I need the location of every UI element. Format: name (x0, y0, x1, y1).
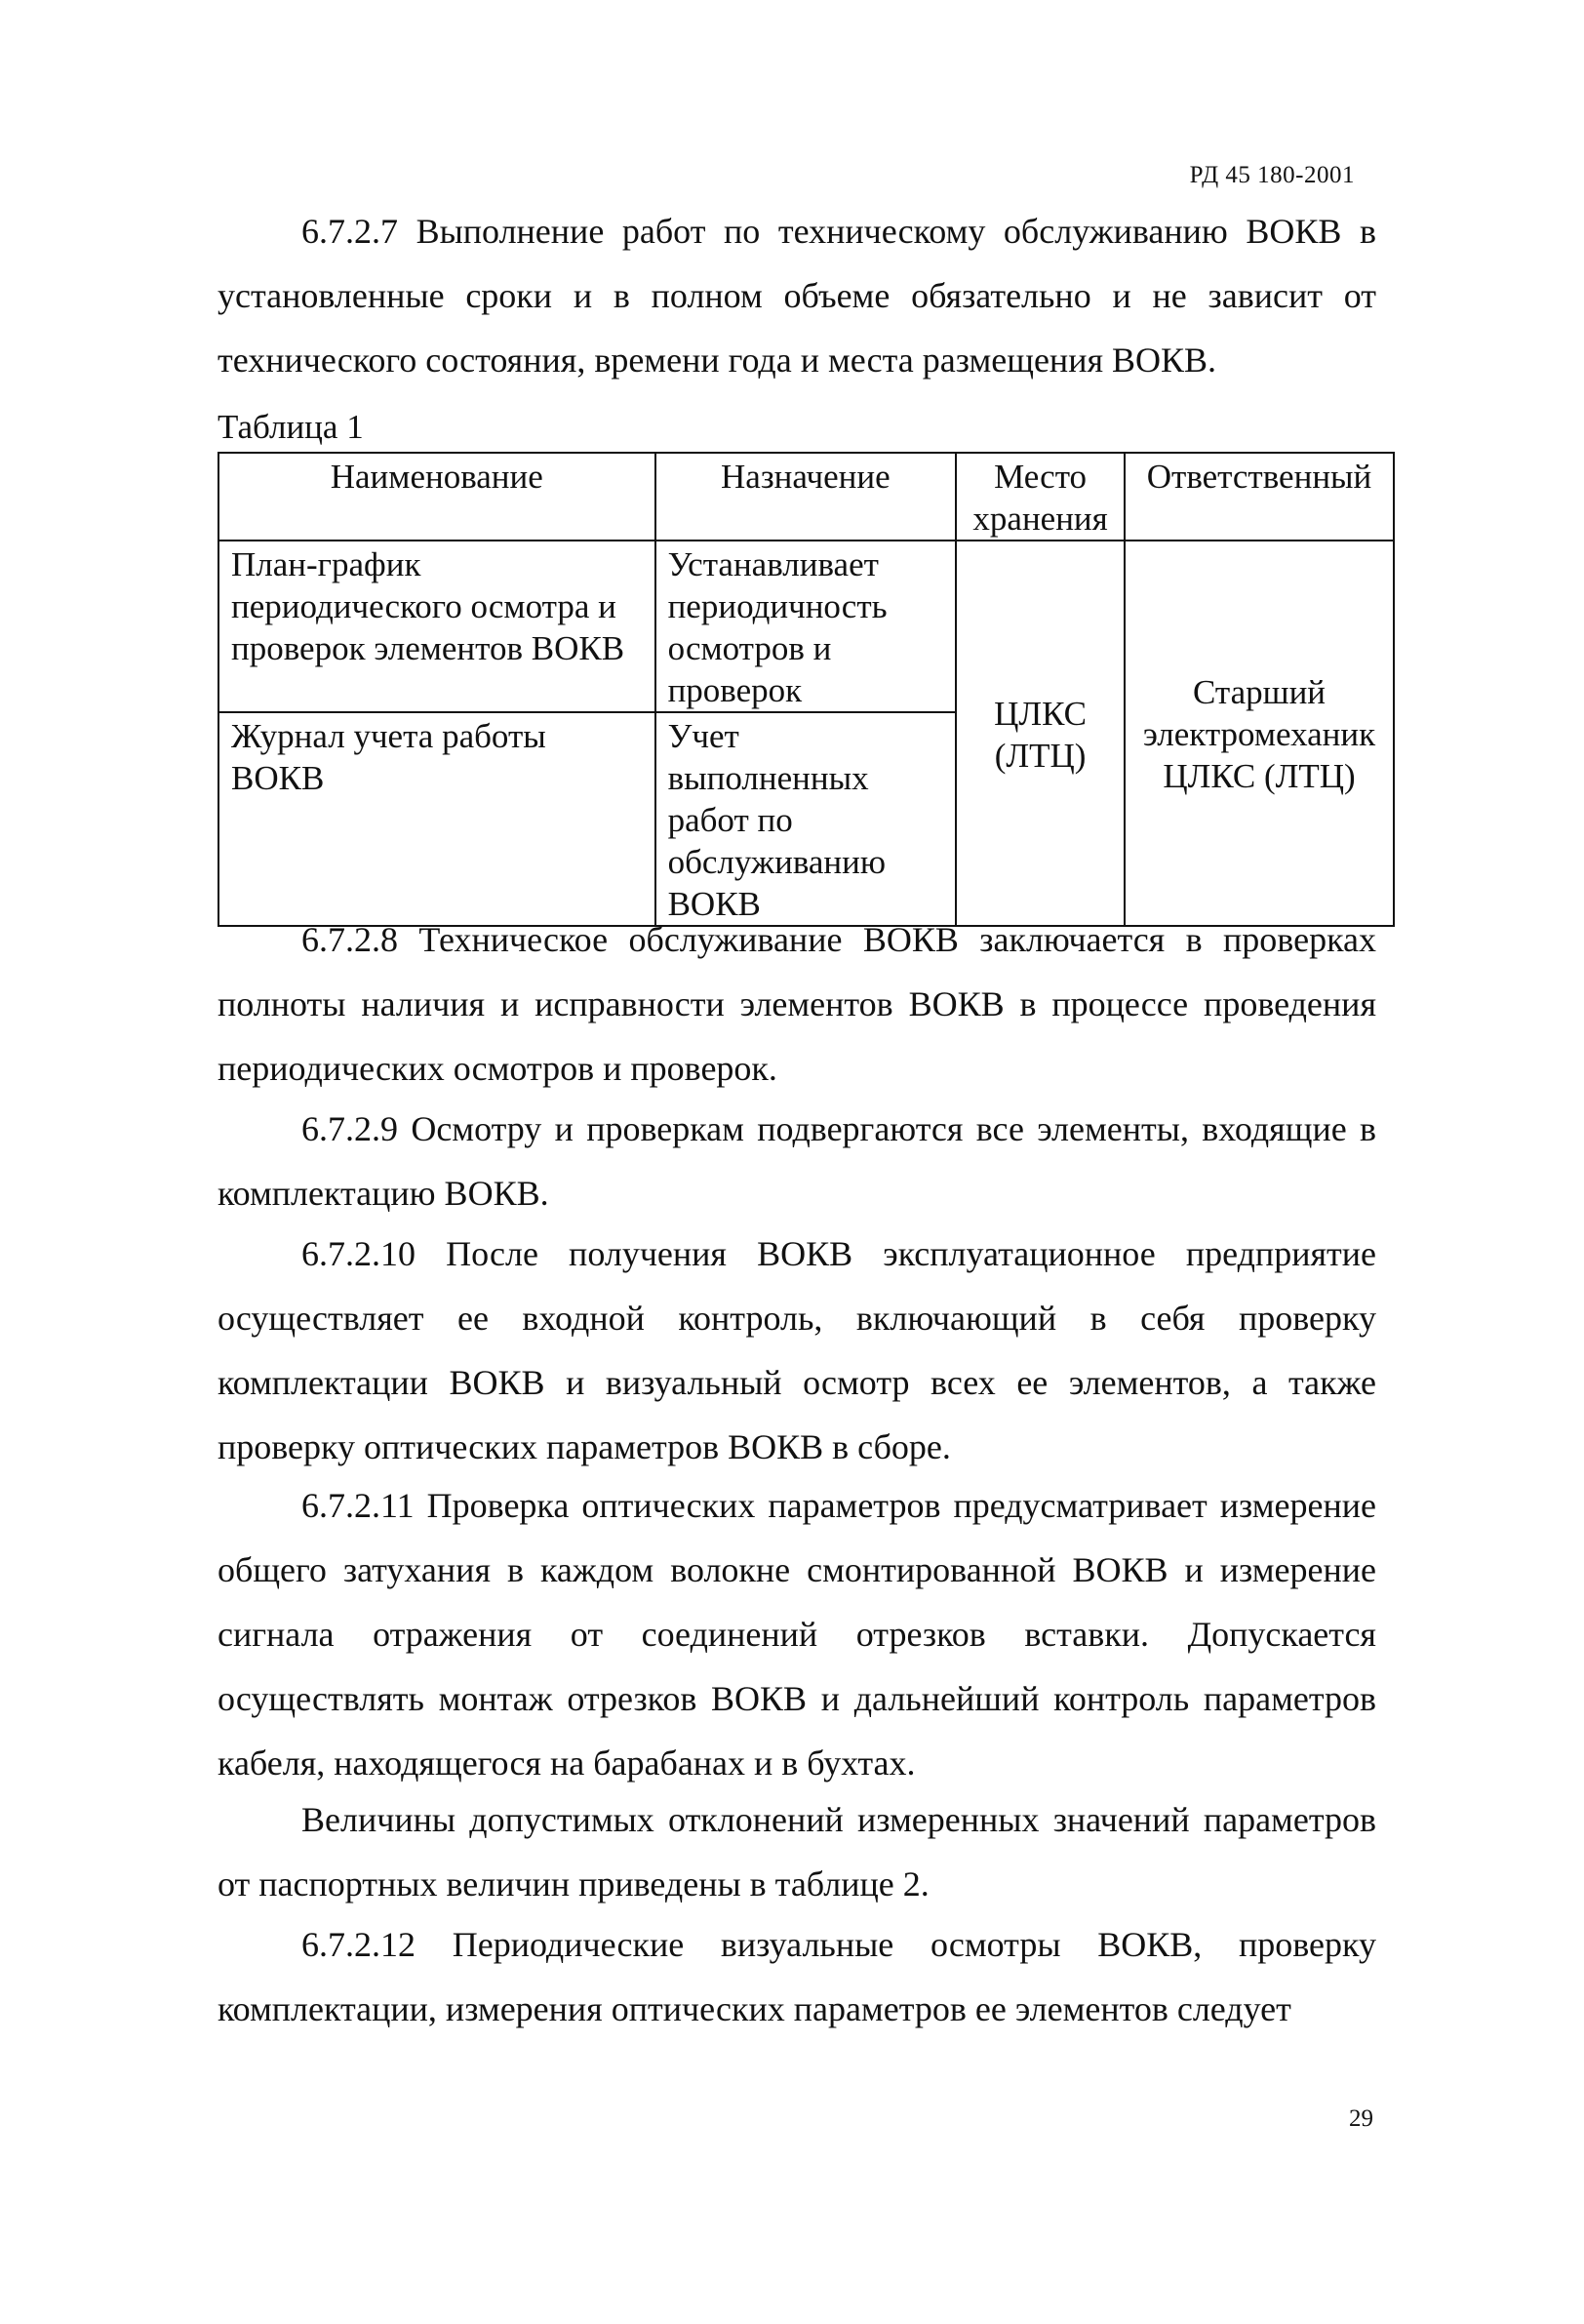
paragraph-6-7-2-12: 6.7.2.12 Периодические визуальные осмотры ВОКВ, проверку комплектации, измерения оптических параметров ее элементов следует (218, 1925, 1376, 2028)
cell-storage: ЦЛКС (ЛТЦ) (956, 541, 1125, 926)
cell-responsible: Старший электромеханик ЦЛКС (ЛТЦ) (1125, 541, 1394, 926)
paragraph-6-7-2-11: 6.7.2.11 Проверка оптических параметров предусматривает измерение общего затухания в каждом волокне смонтированной ВОКВ и измерение сигнала отражения от соединений отрезков вставки. Допускается осуществлять монтаж отрезков ВОКВ и дальнейший контроль параметров кабеля, находящегося на барабанах и в бухтах. (218, 1486, 1376, 1783)
table-header-row (218, 453, 1394, 541)
cell-name: План-график периодического осмотра и проверок элементов ВОКВ (218, 541, 655, 712)
paragraph-6-7-2-9: 6.7.2.9 Осмотру и проверкам подвергаются все элементы, входящие в комплектацию ВОКВ. (218, 1109, 1376, 1213)
document-code: РД 45 180-2001 (1189, 162, 1355, 188)
header-purpose: Назначение (655, 453, 957, 541)
header-name: Наименование (218, 453, 655, 541)
paragraph-6-7-2-7: 6.7.2.7 Выполнение работ по техническому обслуживанию ВОКВ в установленные сроки и в полном объеме обязательно и не зависит от технического состояния, времени года и места размещения ВОКВ. (218, 212, 1376, 380)
paragraph-6-7-2-8: 6.7.2.8 Техническое обслуживание ВОКВ заключается в проверках полноты наличия и исправности элементов ВОКВ в процессе проведения периодических осмотров и проверок. (218, 920, 1376, 1088)
paragraph-deviations: Величины допустимых отклонений измеренных значений параметров от паспортных величин приведены в таблице 2. (218, 1800, 1376, 1903)
page-number: 29 (1349, 2105, 1373, 2132)
header-responsible: Ответственный (1125, 453, 1394, 541)
paragraph-6-7-2-10: 6.7.2.10 После получения ВОКВ эксплуатационное предприятие осуществляет ее входной контроль, включающий в себя проверку комплектации ВОКВ и визуальный осмотр всех ее элементов, а также проверку оптических параметров ВОКВ в сборе. (218, 1234, 1376, 1466)
table-caption: Таблица 1 (218, 408, 364, 446)
cell-name: Журнал учета работы ВОКВ (218, 712, 655, 926)
cell-purpose: Учет выполненных работ по обслуживанию ВОКВ (655, 712, 957, 926)
cell-purpose: Устанавливает периодичность осмотров и проверок (655, 541, 957, 712)
table-row (218, 541, 1394, 712)
table-1 (218, 452, 1395, 927)
header-storage: Место хранения (956, 453, 1125, 541)
